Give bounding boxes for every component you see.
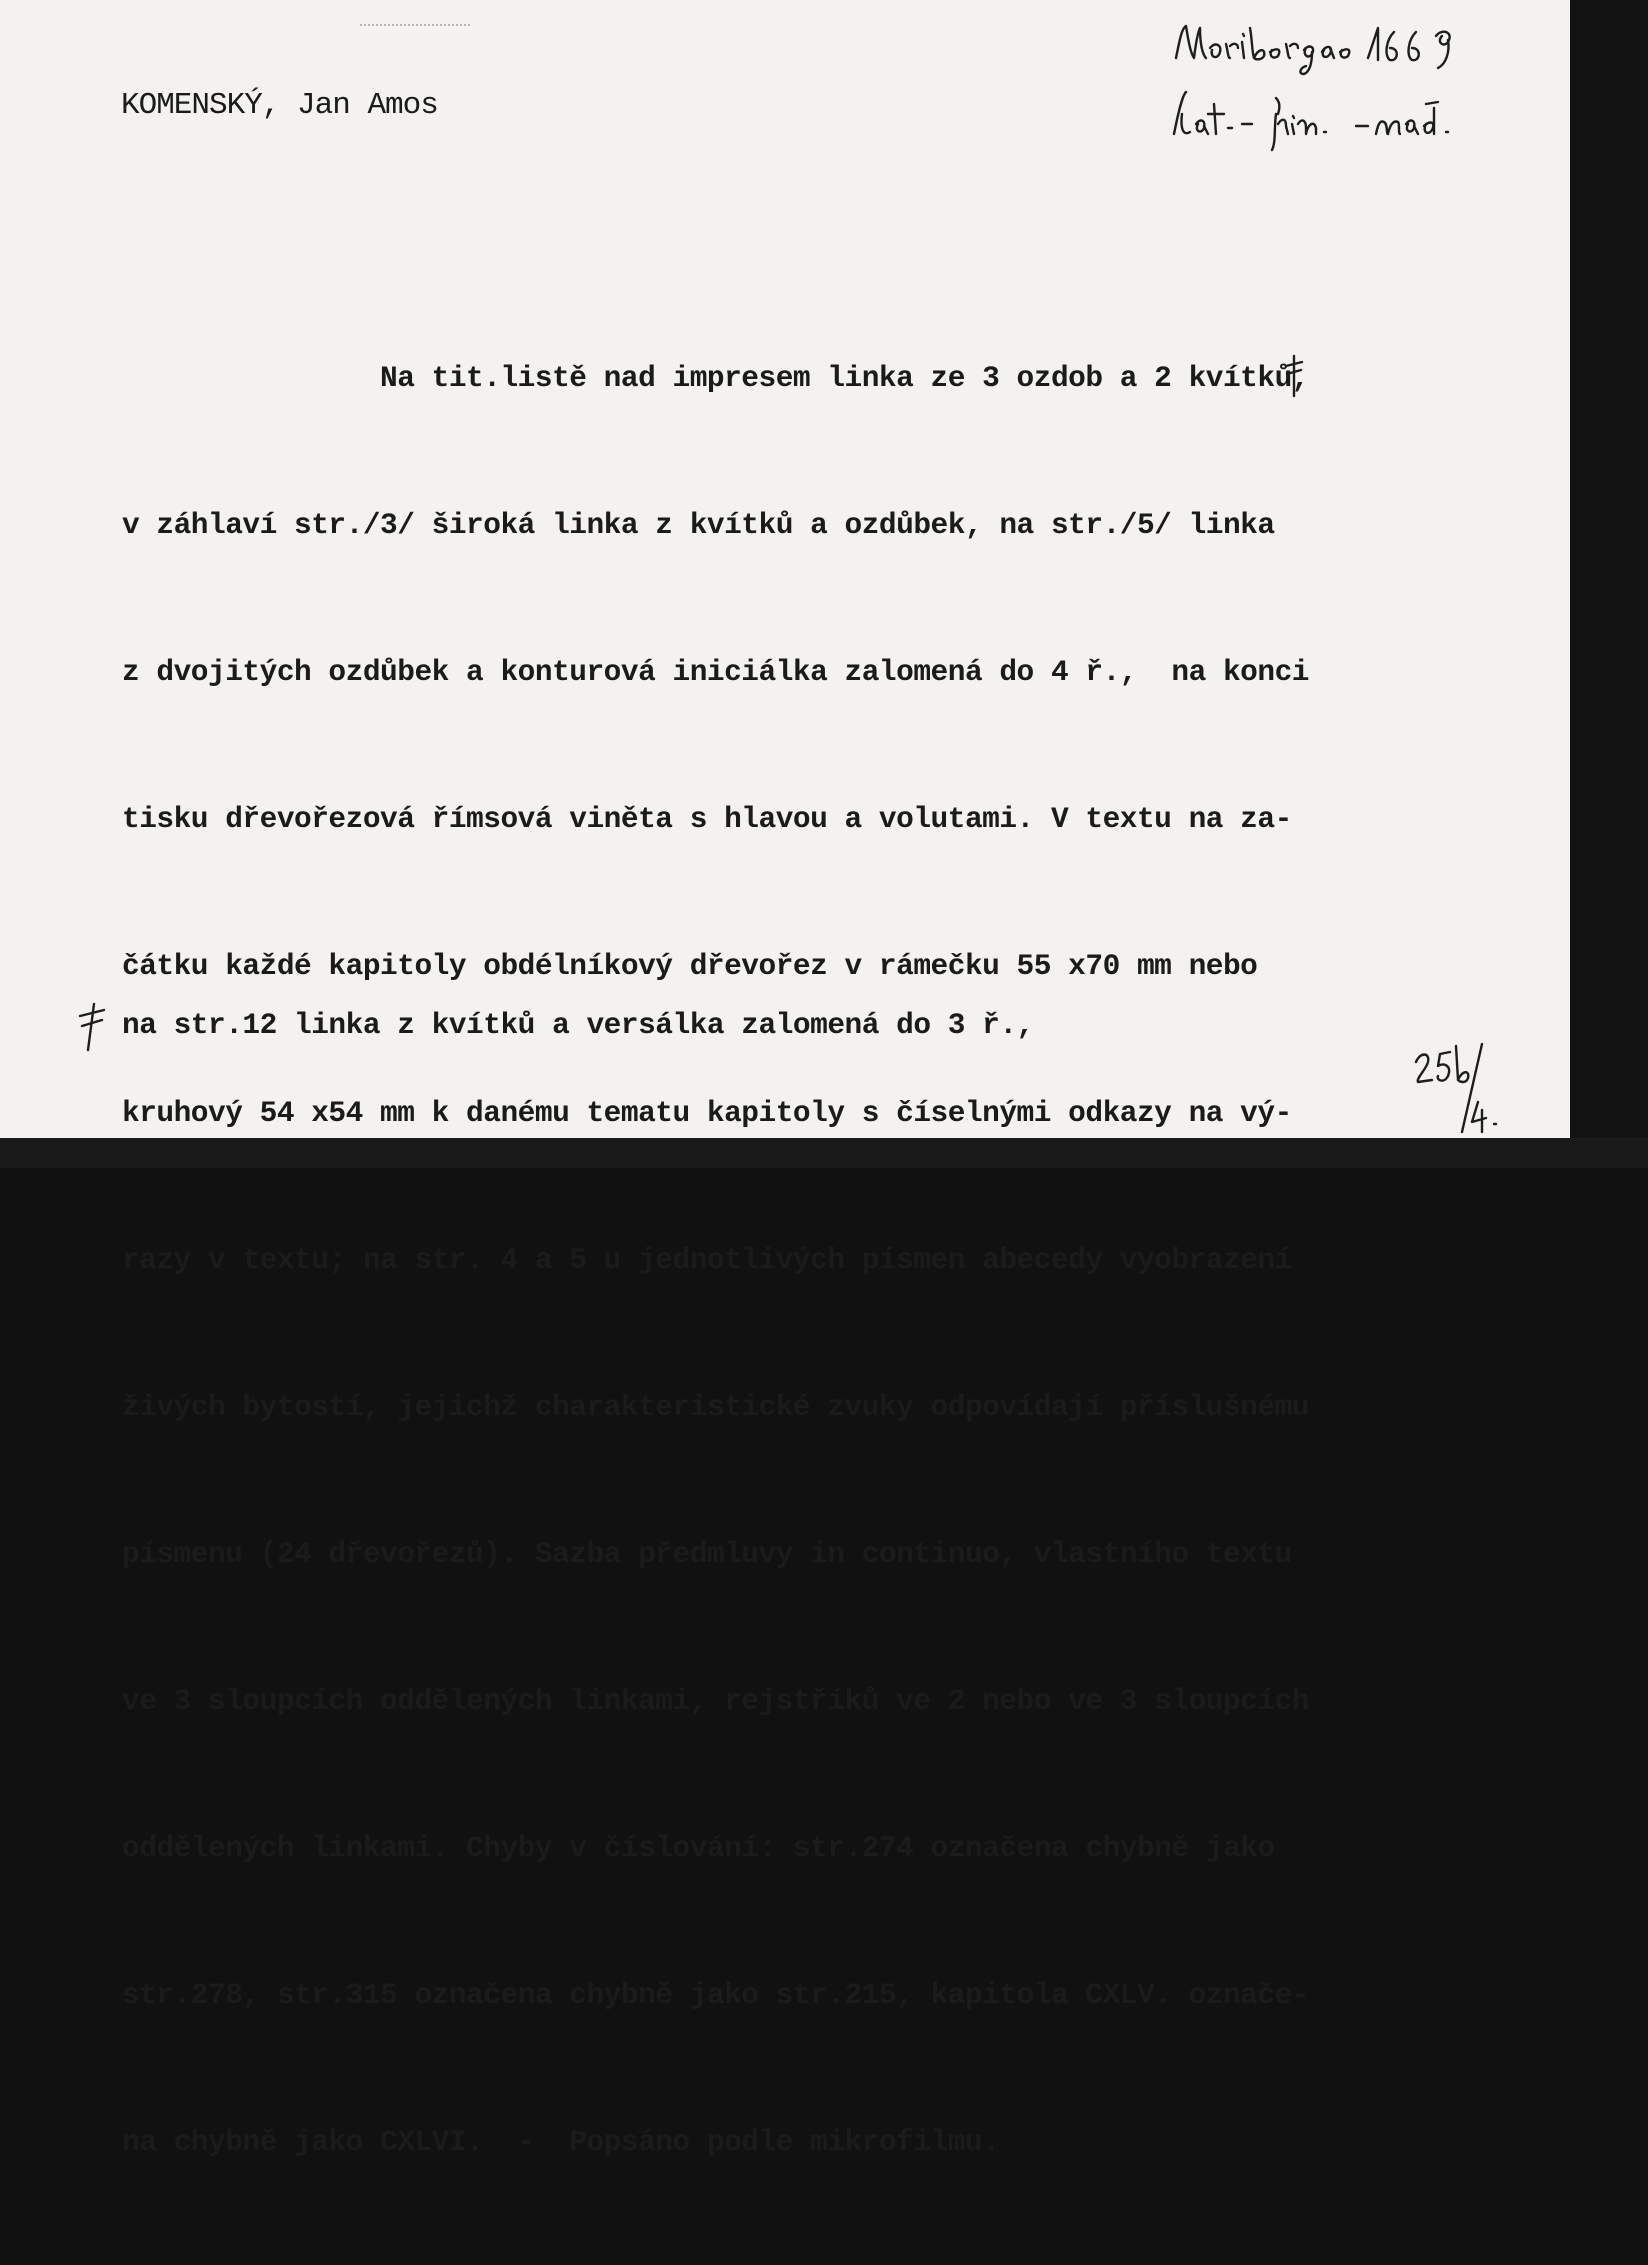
handwritten-languages bbox=[1168, 84, 1468, 159]
handwriting-place-date-glyphs bbox=[1172, 18, 1462, 78]
insertion-mark-footnote bbox=[76, 1000, 108, 1057]
body-line: čátku každé kapitoly obdélníkový dřevořez v rámečku 55 x70 mm nebo bbox=[122, 949, 1258, 983]
body-line: tisku dřevořezová římsová viněta s hlavou a volutami. V textu na za- bbox=[122, 802, 1292, 836]
paper-smudge bbox=[360, 24, 470, 34]
scan-border-bottom bbox=[0, 1138, 1648, 1168]
handwriting-languages-glyphs bbox=[1168, 84, 1468, 154]
body-line: razy v textu; na str. 4 a 5 u jednotlivých písmen abecedy vyobrazení bbox=[122, 1243, 1292, 1277]
handwritten-place-date bbox=[1172, 18, 1462, 83]
insertion-mark-inline bbox=[1283, 354, 1305, 403]
body-line: v záhlaví str./3/ široká linka z kvítků a ozdůbek, na str./5/ linka bbox=[122, 508, 1275, 542]
scan-border-right bbox=[1570, 0, 1648, 1168]
body-line: živých bytostí, jejichž charakteristické zvuky odpovídají příslušnému bbox=[122, 1390, 1309, 1424]
body-line: str.278, str.315 označena chybně jako str.215, kapitola CXLV. označe- bbox=[122, 1978, 1309, 2012]
body-line: ve 3 sloupcích oddělených linkami, rejstříků ve 2 nebo ve 3 sloupcích bbox=[122, 1684, 1309, 1718]
body-line: Na tit.listě nad impresem linka ze 3 ozdob a 2 kvítků, bbox=[122, 361, 1309, 395]
handwriting-shelf-mark-glyphs bbox=[1412, 1040, 1502, 1140]
body-line: písmenu (24 dřevořezů). Sazba předmluvy in continuo, vlastního textu bbox=[122, 1537, 1292, 1571]
body-line: na chybně jako CXLVI. - Popsáno podle mikrofilmu. bbox=[122, 2125, 1000, 2159]
handwritten-shelf-mark bbox=[1412, 1040, 1502, 1145]
insertion-mark-inline-glyph bbox=[1283, 354, 1305, 398]
card-heading: KOMENSKÝ, Jan Amos bbox=[121, 88, 438, 123]
insertion-mark-footnote-glyph bbox=[76, 1000, 108, 1052]
body-line: kruhový 54 x54 mm k danému tematu kapitoly s číselnými odkazy na vý- bbox=[122, 1096, 1292, 1130]
footnote-text: na str.12 linka z kvítků a versálka zalomená do 3 ř., bbox=[122, 1008, 1034, 1042]
body-line: z dvojitých ozdůbek a konturová iniciálka zalomená do 4 ř., na konci bbox=[122, 655, 1309, 689]
body-line: oddělených linkami. Chyby v číslování: str.274 označena chybně jako bbox=[122, 1831, 1275, 1865]
card-body bbox=[122, 256, 1309, 2265]
